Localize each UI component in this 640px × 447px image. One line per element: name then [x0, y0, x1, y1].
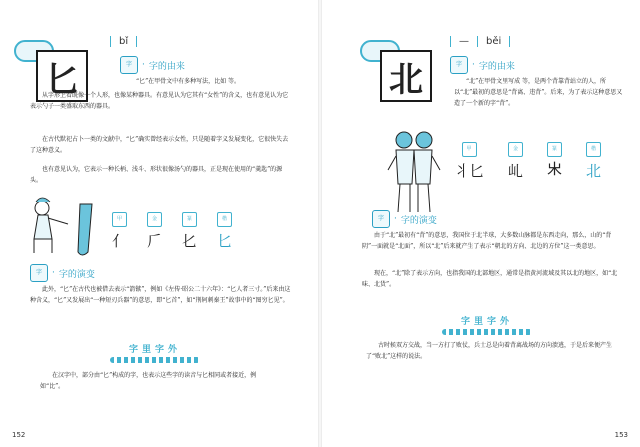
back-to-back-figures-illustration — [382, 128, 446, 218]
page-number: 153 — [614, 431, 628, 439]
origin-heading-text: 字的由来 — [478, 61, 515, 72]
evolution-cell: 甲 丬匕 — [454, 142, 484, 181]
evolution-cell: 甲 亻 — [112, 212, 127, 251]
extra-para: 古时候双方交战，当一方打了败仗，兵士总是向着背离战场的方向溃逃，于是后来便产生了“败北”这样的说法。 — [366, 342, 613, 360]
pinyin: běi — [486, 36, 502, 47]
headword-char: 匕 — [36, 50, 88, 102]
evolution-cell: 楷 北 — [586, 142, 601, 181]
origin-para-1: “匕”在甲骨文中有多种写法，比如 等。 — [136, 78, 241, 85]
wave-ornament-icon — [110, 357, 200, 363]
evolve-heading: 字 · 字的演变 — [372, 210, 437, 228]
evolution-cell: 篆 𠤎 — [182, 212, 197, 251]
section-tag-icon: 字 — [120, 56, 138, 74]
evolve-heading: 字 · 字的演变 — [30, 264, 95, 282]
section-tag-icon: 字 — [372, 210, 390, 228]
evolve-para: 此外，“匕”在古代也被借去表示“箭镞”，例如《左传·昭公二十六年》：“匕人者三寸。”后来由这种含义，“匕”又发展出“一种短刃兵器”的意思，即“匕首”，如“荆轲刺秦王”故事中的“图穷匕见”。 — [30, 286, 291, 304]
evolve-heading-text: 字的演变 — [58, 269, 95, 280]
evolution-cell: 楷 匕 — [217, 212, 232, 251]
origin-para-4: 也有意见认为，它表示一种长柄、浅斗、形状很像汤勺的器具，正是现在使用的“羹匙”的源头。 — [30, 166, 283, 184]
origin-para: “北”在甲骨文里写成 等，是两个背靠背站立的人，所以“北”最初的意思是“背离、违背”。后来，为了表示这种意思又造了一个新的字“背”。 — [454, 78, 623, 107]
evolution-row — [112, 212, 232, 251]
right-page — [322, 0, 640, 447]
zi-li-zi-wai-banner: 字里字外 — [442, 314, 532, 335]
pinyin-bar — [110, 36, 137, 47]
evolution-cell: 金 𠂆 — [147, 212, 162, 251]
origin-heading: 字 · 字的由来 — [120, 56, 185, 74]
evolve-para-1: 由于“北”最初有“背”的意思，我国位于北半球，大多数山脉都是东西走向，那么，山的“背阴”一面就是“北面”，所以“北”后来就产生了表示“朝北的方向、北边的方位”这一类意思。 — [362, 232, 612, 250]
woman-with-spoon-illustration — [20, 196, 110, 260]
section-tag-icon: 字 — [450, 56, 468, 74]
zi-li-zi-wai-banner: 字里字外 — [110, 342, 200, 363]
wave-ornament-icon — [442, 329, 532, 335]
evolution-row — [454, 142, 601, 181]
extra-para: 在汉字中，部分由“匕”构成的字，也表示这些字的读音与匕相同或者接近，例如“比”。 — [40, 372, 257, 390]
evolution-cell: 金 乢 — [508, 142, 523, 181]
origin-para-2: 从字形上看既像一个人形，也像某种器具。有意见认为它其有“女性”的含义，也有意见认为它表示勺子一类盛取东西的器具。 — [30, 92, 289, 110]
evolve-heading-text: 字的演变 — [400, 215, 437, 226]
page-number: 152 — [12, 431, 26, 439]
section-tag-icon: 字 — [30, 264, 48, 282]
left-page — [0, 0, 318, 447]
evolve-para-2: 现在，“北”除了表示方向，也指我国的北部地区，通常是指黄河流域及其以北的地区，如“北味、北货”。 — [362, 270, 618, 288]
pinyin: bǐ — [119, 36, 129, 47]
evolution-cell: 篆 𣎵 — [547, 142, 562, 181]
origin-heading-text: 字的由来 — [148, 61, 185, 72]
pinyin-bar: — běi — [450, 36, 510, 47]
origin-heading: 字 · 字的由来 — [450, 56, 515, 74]
headword-char: 北 — [380, 50, 432, 102]
origin-para-3: 在古代默祀占卜一类的文献中，“匕”确实曾经表示女性，只是随着字义发展变化，它很快失去了这种意义。 — [30, 136, 289, 154]
